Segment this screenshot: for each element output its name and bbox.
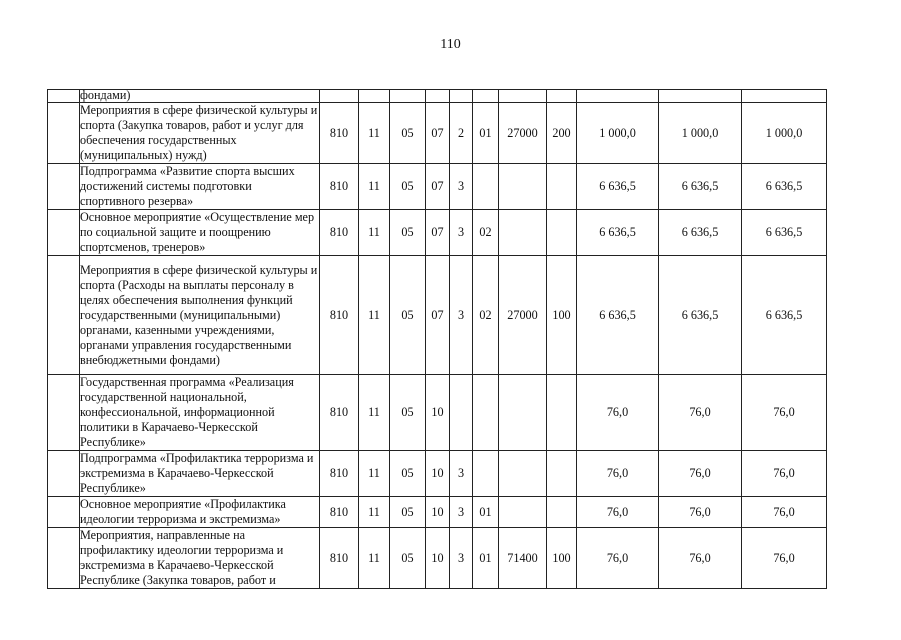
table-row	[48, 164, 827, 210]
code-section: 11	[359, 528, 390, 589]
code-expense-type: 100	[547, 528, 577, 589]
row-number-cell	[48, 164, 80, 210]
code-ministry	[320, 90, 359, 103]
code-program: 10	[426, 528, 450, 589]
code-expense-type	[547, 164, 577, 210]
row-name: Основное мероприятие «Профилактика идеологии терроризма и экстремизма»	[80, 497, 320, 528]
amount-year-2	[659, 90, 742, 103]
table-row	[48, 528, 827, 589]
amount-year-2: 76,0	[659, 528, 742, 589]
amount-year-1: 76,0	[577, 451, 659, 497]
code-ministry: 810	[320, 528, 359, 589]
row-number-cell	[48, 103, 80, 164]
page-number: 110	[440, 37, 461, 52]
row-name: фондами)	[80, 90, 320, 103]
code-program	[426, 90, 450, 103]
code-subprogram: 3	[450, 210, 473, 256]
code-activity: 02	[473, 210, 499, 256]
code-section: 11	[359, 497, 390, 528]
code-program: 07	[426, 103, 450, 164]
code-program: 07	[426, 164, 450, 210]
code-expense-type	[547, 90, 577, 103]
code-subsection: 05	[390, 528, 426, 589]
code-subprogram: 3	[450, 256, 473, 375]
code-subprogram: 3	[450, 528, 473, 589]
code-subsection	[390, 90, 426, 103]
code-direction: 71400	[499, 528, 547, 589]
code-direction	[499, 375, 547, 451]
row-number-cell	[48, 375, 80, 451]
amount-year-2: 6 636,5	[659, 210, 742, 256]
amount-year-3: 76,0	[742, 375, 827, 451]
code-subsection: 05	[390, 497, 426, 528]
code-subsection: 05	[390, 451, 426, 497]
code-direction	[499, 164, 547, 210]
code-subprogram: 2	[450, 103, 473, 164]
code-subsection: 05	[390, 164, 426, 210]
row-number-cell	[48, 528, 80, 589]
code-section: 11	[359, 451, 390, 497]
code-section: 11	[359, 164, 390, 210]
code-activity: 01	[473, 103, 499, 164]
row-name: Государственная программа «Реализация государственной национальной, конфессиональной, информационной политики в Карачаево-Черкесской Республике»	[80, 375, 320, 451]
row-number-cell	[48, 90, 80, 103]
code-subprogram: 3	[450, 164, 473, 210]
table-row	[48, 103, 827, 164]
code-subprogram	[450, 90, 473, 103]
amount-year-3: 76,0	[742, 451, 827, 497]
table-row	[48, 256, 827, 375]
row-name: Мероприятия, направленные на профилактику идеологии терроризма и экстремизма в Карачаево-Черкесской Республике (Закупка товаров, работ и	[80, 528, 320, 589]
amount-year-1: 6 636,5	[577, 210, 659, 256]
code-direction: 27000	[499, 256, 547, 375]
amount-year-2: 1 000,0	[659, 103, 742, 164]
amount-year-1: 1 000,0	[577, 103, 659, 164]
code-direction: 27000	[499, 103, 547, 164]
code-program: 10	[426, 375, 450, 451]
code-activity: 01	[473, 497, 499, 528]
amount-year-3: 6 636,5	[742, 210, 827, 256]
row-number-cell	[48, 497, 80, 528]
code-subsection: 05	[390, 375, 426, 451]
amount-year-2: 6 636,5	[659, 164, 742, 210]
code-activity	[473, 451, 499, 497]
code-expense-type: 100	[547, 256, 577, 375]
code-subprogram	[450, 375, 473, 451]
row-name: Подпрограмма «Профилактика терроризма и экстремизма в Карачаево-Черкесской Республике»	[80, 451, 320, 497]
code-ministry: 810	[320, 210, 359, 256]
amount-year-3: 6 636,5	[742, 164, 827, 210]
code-ministry: 810	[320, 451, 359, 497]
row-number-cell	[48, 256, 80, 375]
amount-year-3: 1 000,0	[742, 103, 827, 164]
amount-year-2: 76,0	[659, 375, 742, 451]
code-program: 07	[426, 210, 450, 256]
code-subsection: 05	[390, 210, 426, 256]
code-expense-type	[547, 210, 577, 256]
code-activity	[473, 375, 499, 451]
amount-year-1: 76,0	[577, 528, 659, 589]
amount-year-1	[577, 90, 659, 103]
code-direction	[499, 210, 547, 256]
code-activity	[473, 90, 499, 103]
code-subprogram: 3	[450, 497, 473, 528]
amount-year-1: 6 636,5	[577, 164, 659, 210]
amount-year-3: 76,0	[742, 528, 827, 589]
row-name: Мероприятия в сфере физической культуры и спорта (Расходы на выплаты персоналу в целях обеспечения выполнения функций государственными (муниципальными) органами, казенными учреждениями, органами управления государственными внебюджетными фондами)	[80, 256, 320, 375]
code-expense-type: 200	[547, 103, 577, 164]
table-row	[48, 90, 827, 103]
code-subsection: 05	[390, 256, 426, 375]
amount-year-3: 76,0	[742, 497, 827, 528]
code-program: 07	[426, 256, 450, 375]
amount-year-2: 76,0	[659, 497, 742, 528]
table-row	[48, 497, 827, 528]
code-ministry: 810	[320, 103, 359, 164]
code-direction	[499, 451, 547, 497]
code-expense-type	[547, 497, 577, 528]
code-direction	[499, 497, 547, 528]
code-expense-type	[547, 451, 577, 497]
code-section: 11	[359, 210, 390, 256]
code-program: 10	[426, 497, 450, 528]
table-row	[48, 375, 827, 451]
row-number-cell	[48, 210, 80, 256]
table-row	[48, 210, 827, 256]
code-expense-type	[547, 375, 577, 451]
code-subprogram: 3	[450, 451, 473, 497]
code-subsection: 05	[390, 103, 426, 164]
code-section: 11	[359, 103, 390, 164]
row-name: Мероприятия в сфере физической культуры и спорта (Закупка товаров, работ и услуг для обеспечения государственных (муниципальных) нужд)	[80, 103, 320, 164]
amount-year-2: 76,0	[659, 451, 742, 497]
code-direction	[499, 90, 547, 103]
row-name: Подпрограмма «Развитие спорта высших достижений системы подготовки спортивного резерва»	[80, 164, 320, 210]
code-activity: 01	[473, 528, 499, 589]
table-row	[48, 451, 827, 497]
code-section: 11	[359, 375, 390, 451]
row-number-cell	[48, 451, 80, 497]
amount-year-1: 76,0	[577, 375, 659, 451]
amount-year-1: 6 636,5	[577, 256, 659, 375]
amount-year-3	[742, 90, 827, 103]
code-activity: 02	[473, 256, 499, 375]
amount-year-3: 6 636,5	[742, 256, 827, 375]
code-ministry: 810	[320, 256, 359, 375]
code-program: 10	[426, 451, 450, 497]
code-ministry: 810	[320, 164, 359, 210]
amount-year-1: 76,0	[577, 497, 659, 528]
code-section: 11	[359, 256, 390, 375]
budget-table	[47, 89, 827, 589]
amount-year-2: 6 636,5	[659, 256, 742, 375]
row-name: Основное мероприятие «Осуществление мер по социальной защите и поощрению спортсменов, тренеров»	[80, 210, 320, 256]
code-section	[359, 90, 390, 103]
code-ministry: 810	[320, 497, 359, 528]
code-activity	[473, 164, 499, 210]
code-ministry: 810	[320, 375, 359, 451]
